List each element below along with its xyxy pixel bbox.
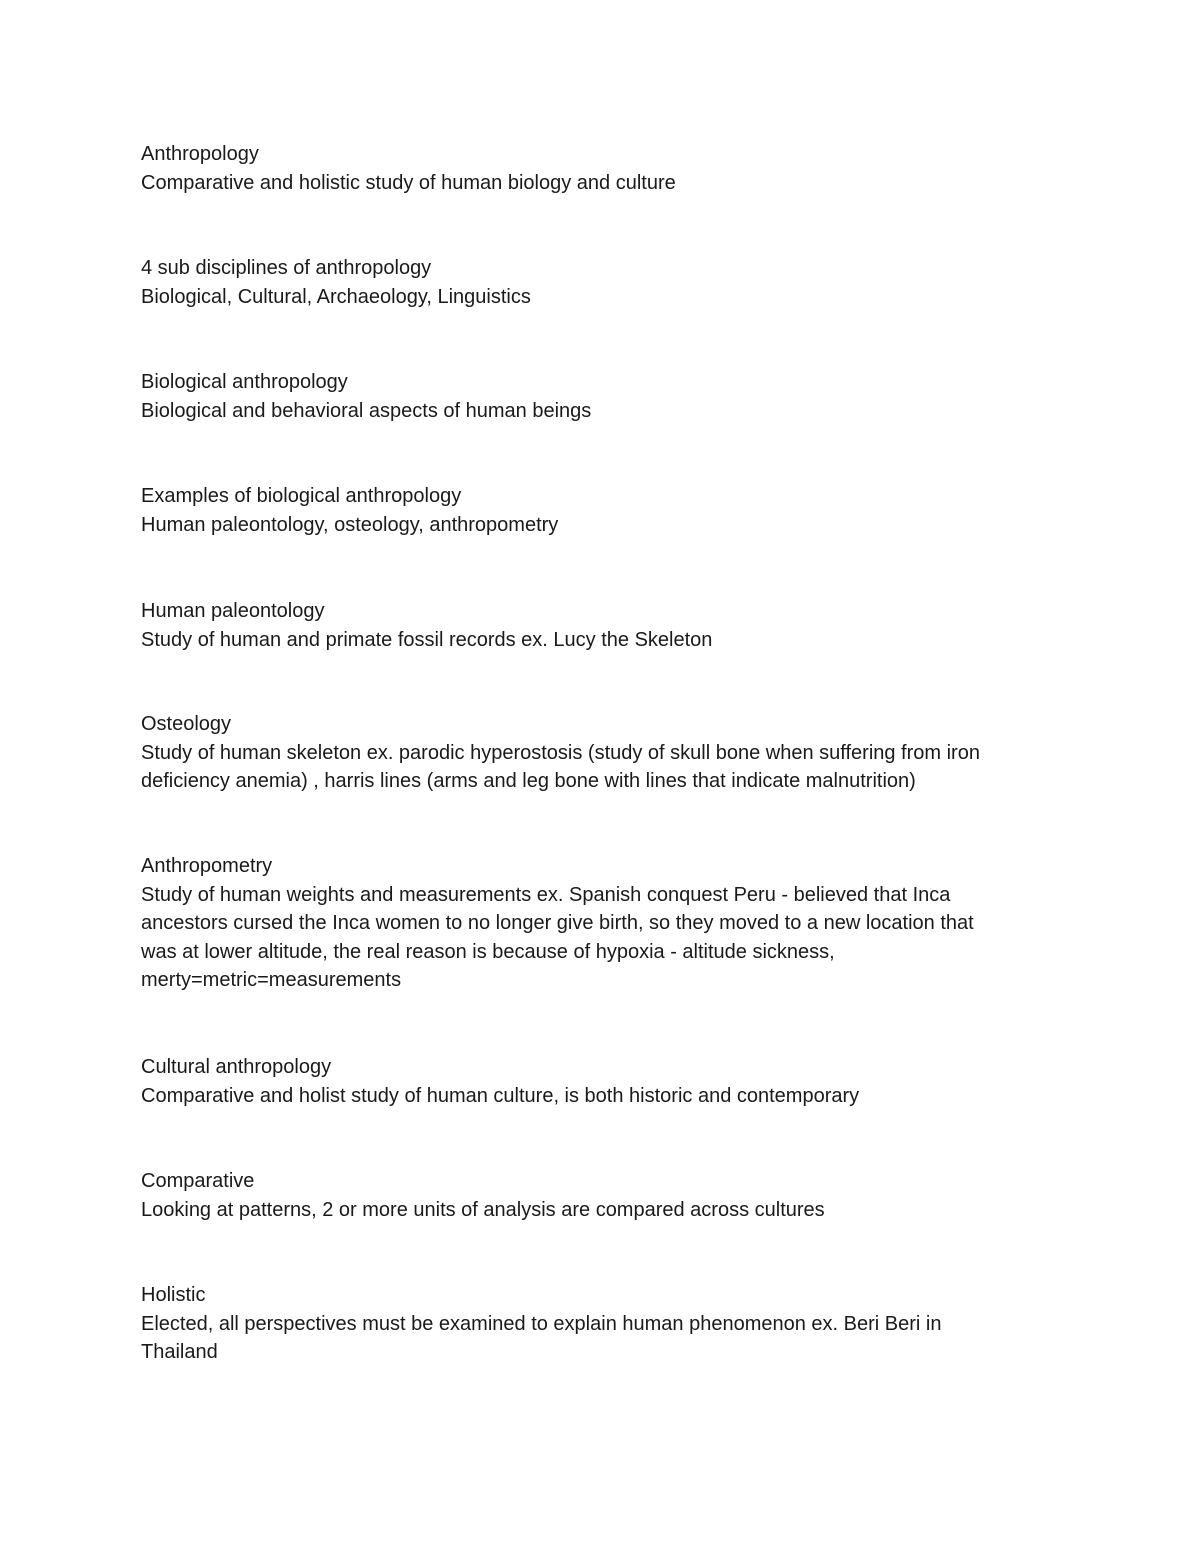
term: Biological anthropology <box>141 371 348 393</box>
term: Comparative <box>141 1170 255 1192</box>
definition: Biological and behavioral aspects of human beings <box>141 399 592 422</box>
entry-sub-disciplines <box>141 254 1061 311</box>
term: Cultural anthropology <box>141 1056 332 1078</box>
term: Human paleontology <box>141 600 325 622</box>
entry-comparative <box>141 1167 1061 1224</box>
entry-anthropology <box>141 140 1061 197</box>
definition: Elected, all perspectives must be examined to explain human phenomenon ex. Beri Beri in Thailand <box>141 1312 942 1363</box>
term: Examples of biological anthropology <box>141 485 462 507</box>
entry-biological-anthropology <box>141 368 1061 425</box>
definition: Study of human and primate fossil records ex. Lucy the Skeleton <box>141 628 713 651</box>
term: Anthropometry <box>141 855 273 877</box>
definition: Comparative and holist study of human culture, is both historic and contemporary <box>141 1084 860 1107</box>
entry-examples-biological <box>141 482 1061 539</box>
term: 4 sub disciplines of anthropology <box>141 257 432 279</box>
entry-anthropometry <box>141 852 1061 995</box>
term: Osteology <box>141 713 232 735</box>
term: Holistic <box>141 1284 206 1306</box>
entry-osteology <box>141 710 1061 796</box>
definition: Biological, Cultural, Archaeology, Linguistics <box>141 285 531 308</box>
entry-holistic <box>141 1281 1061 1367</box>
entry-cultural-anthropology <box>141 1053 1061 1110</box>
term: Anthropology <box>141 143 259 165</box>
definition: Study of human weights and measurements ex. Spanish conquest Peru - believed that Inca ancestors cursed the Inca women to no longer give birth, so they moved to a new location that was at lower altitude, the real reason is because of hypoxia - altitude sickness, merty=metric=measurements <box>141 883 974 991</box>
definition: Study of human skeleton ex. parodic hyperostosis (study of skull bone when suffering from iron deficiency anemia) , harris lines (arms and leg bone with lines that indicate malnutrition) <box>141 741 980 792</box>
definition: Comparative and holistic study of human biology and culture <box>141 171 676 194</box>
entry-human-paleontology <box>141 597 1061 654</box>
definition: Human paleontology, osteology, anthropometry <box>141 513 559 536</box>
definition: Looking at patterns, 2 or more units of analysis are compared across cultures <box>141 1198 825 1221</box>
